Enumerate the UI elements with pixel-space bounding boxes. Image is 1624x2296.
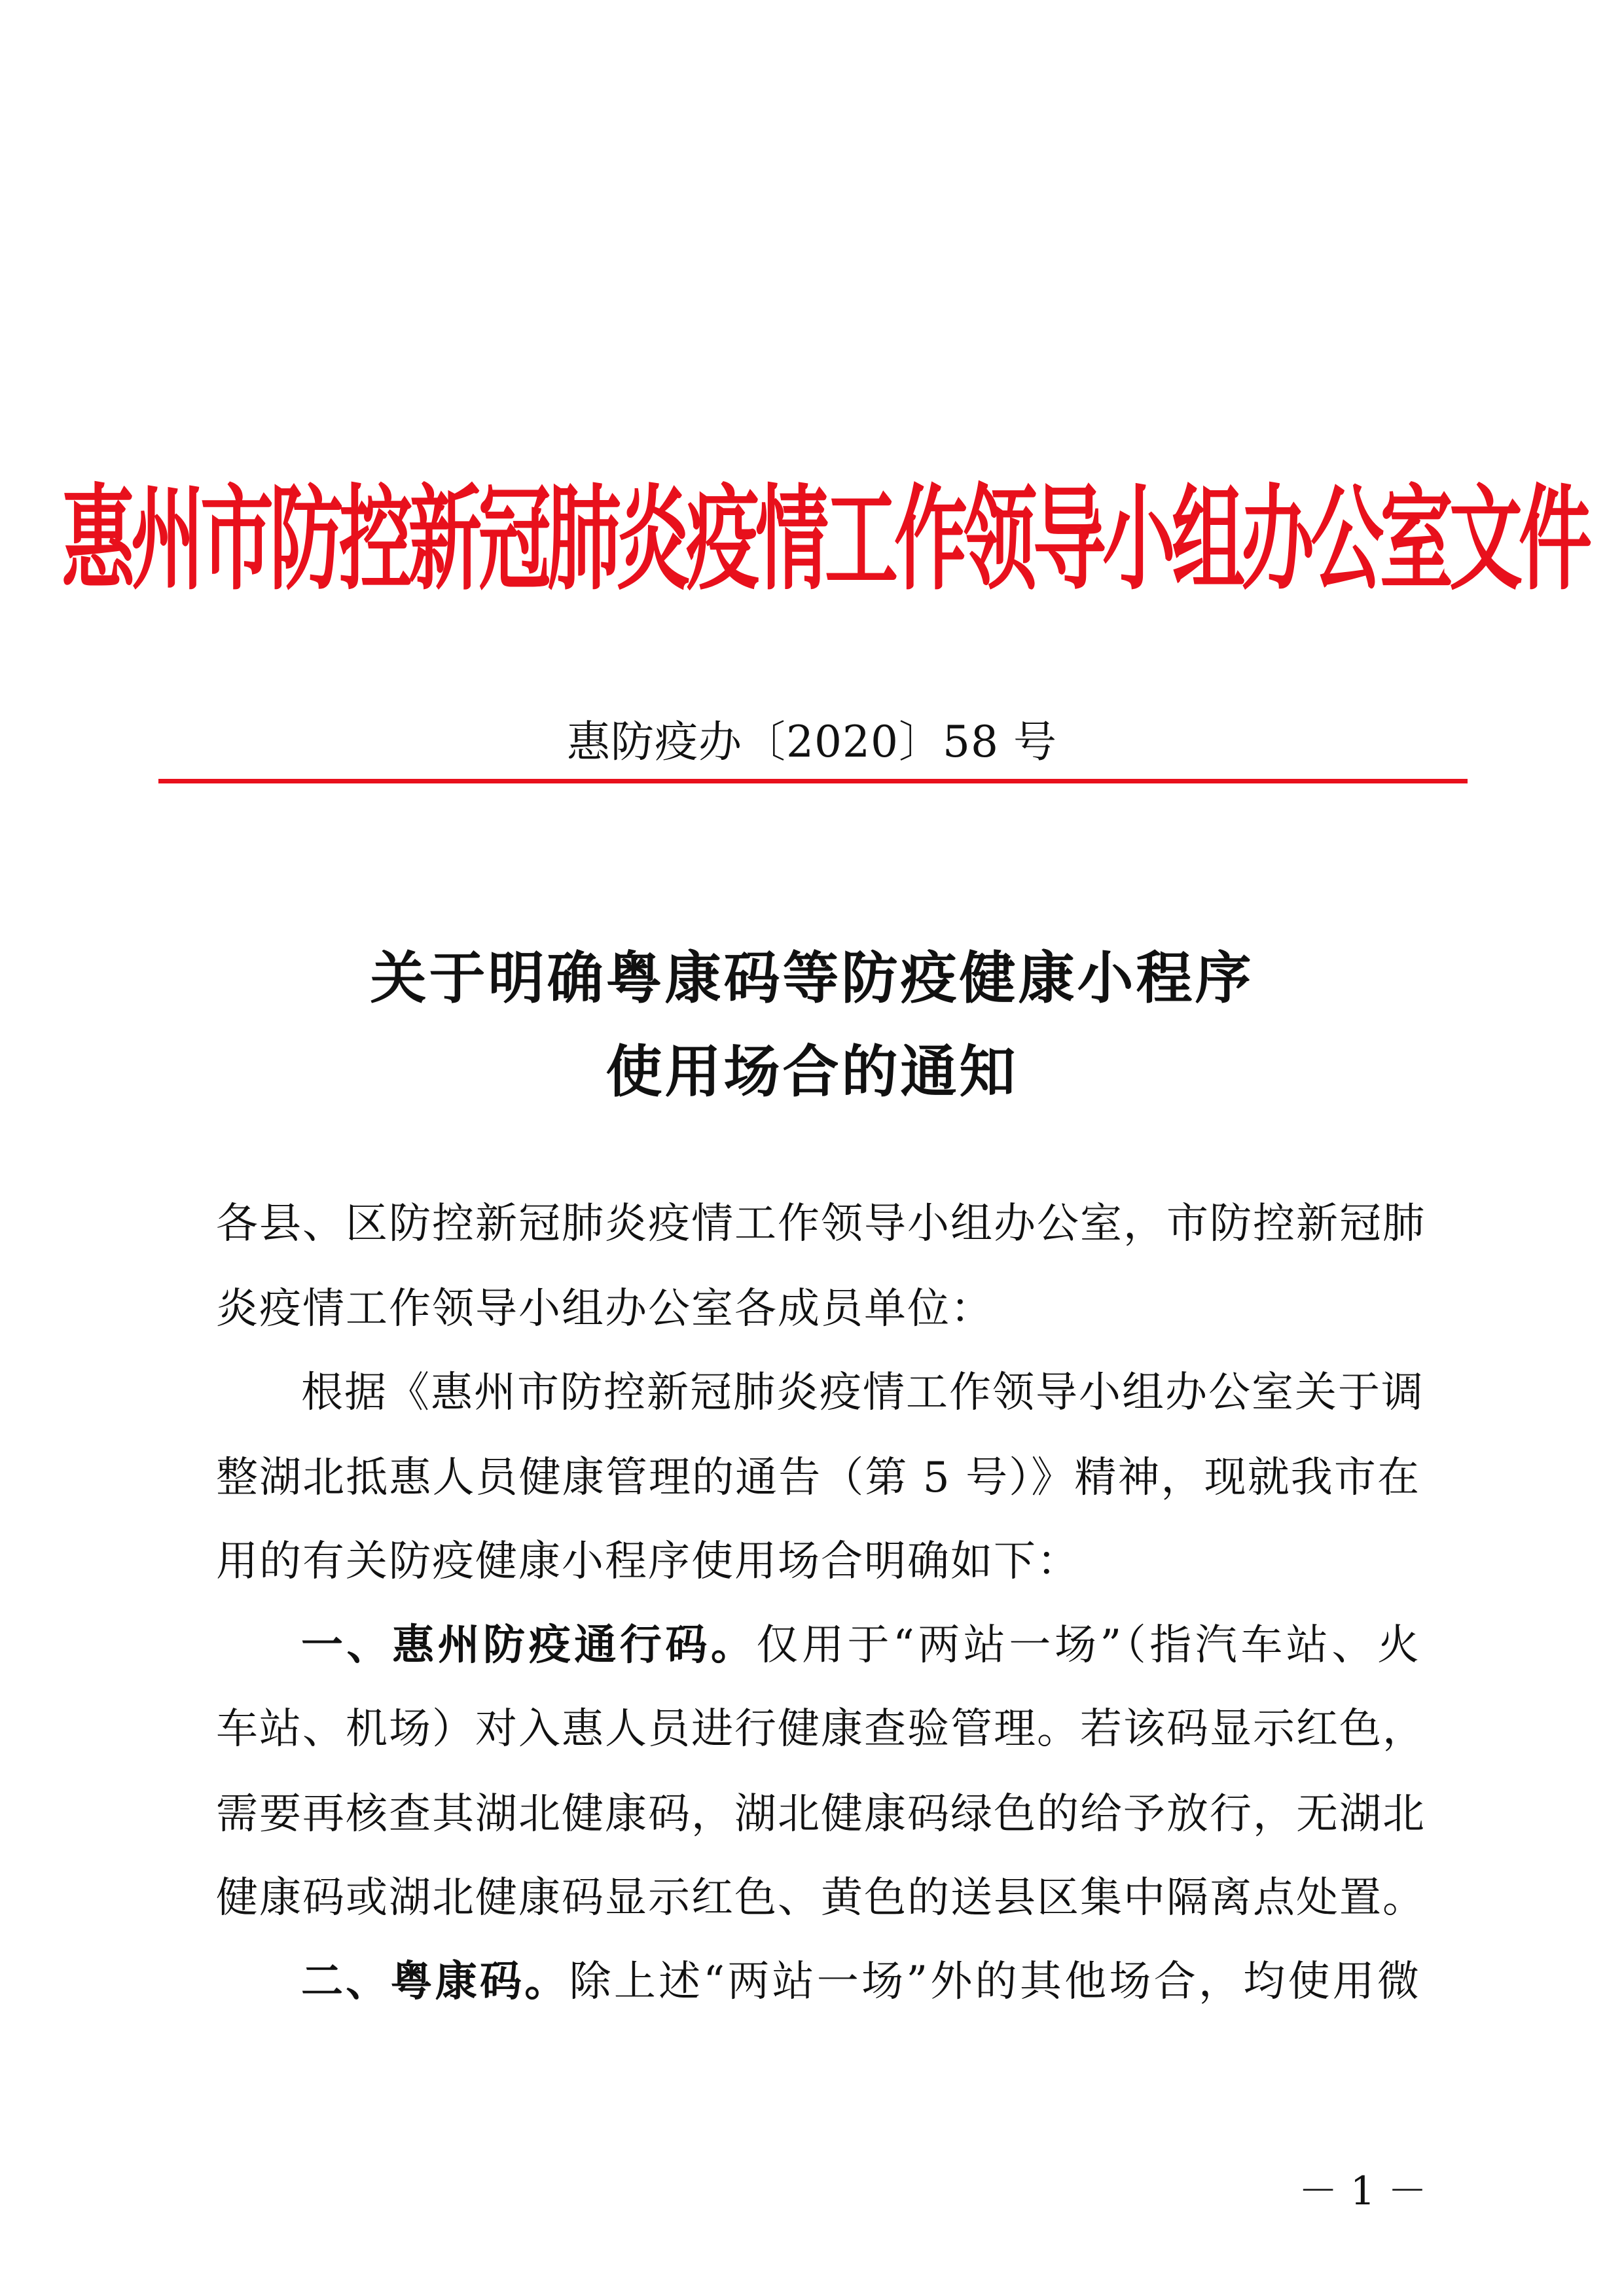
item-1-line-1 [301, 1619, 1420, 1672]
salutation-line-2: 炎疫情工作领导小组办公室各成员单位： [216, 1285, 994, 1333]
item-2-heading: 二、粤康码。 [301, 1957, 569, 2006]
masthead [62, 445, 1588, 615]
item-1-line-3: 需要再核查其湖北健康码，湖北健康码绿色的给予放行，无湖北 [216, 1790, 1426, 1839]
item-1-heading: 一、惠州防疫通行码。 [301, 1621, 757, 1670]
paragraph-1-line-3: 用的有关防疫健康小程序使用场合明确如下： [216, 1537, 1080, 1586]
item-1-line-1-text: 仅用于“两站一场”（指汽车站、火 [756, 1621, 1421, 1670]
notice-title-line-2: 使用场合的通知 [605, 1039, 1019, 1105]
masthead-title: 惠州市防控新冠肺炎疫情工作领导小组办公室文件 [62, 473, 1588, 606]
document-number: 惠防疫办〔2020〕58 号 [567, 717, 1057, 767]
item-2-line-1 [301, 1956, 1420, 2008]
item-1-line-2: 车站、机场）对入惠人员进行健康查验管理。若该码显示红色， [216, 1705, 1426, 1753]
paragraph-1-line-1: 根据《惠州市防控新冠肺炎疫情工作领导小组办公室关于调 [301, 1369, 1424, 1417]
page-number: － 1 － [1298, 2168, 1427, 2214]
item-1-line-4: 健康码或湖北健康码显示红色、黄色的送县区集中隔离点处置。 [216, 1874, 1426, 1922]
salutation-line-1: 各县、区防控新冠肺炎疫情工作领导小组办公室，市防控新冠肺 [216, 1200, 1426, 1248]
item-2-line-1-text: 除上述“两站一场”外的其他场合，均使用微 [569, 1958, 1421, 2006]
paragraph-1-line-2: 整湖北抵惠人员健康管理的通告（第 5 号）》精神，现就我市在 [216, 1454, 1420, 1502]
notice-title-line-1: 关于明确粤康码等防疫健康小程序 [370, 945, 1254, 1011]
red-divider [158, 779, 1468, 783]
